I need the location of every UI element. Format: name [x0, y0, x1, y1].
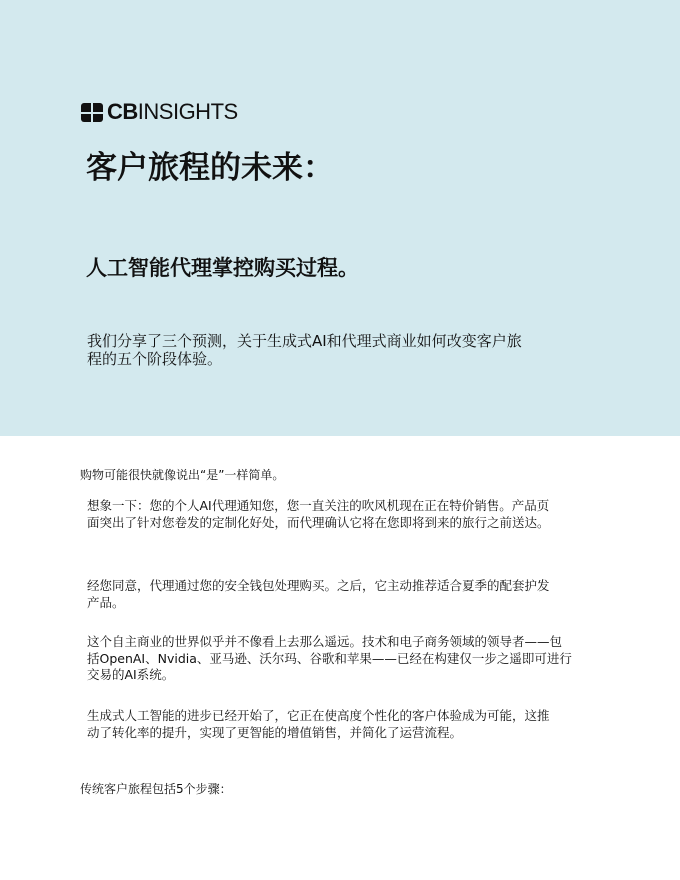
intro-line: 程的五个阶段体验。 [87, 350, 223, 368]
hero-banner [0, 0, 680, 436]
lead-sentence: 购物可能很快就像说出“是”一样简单。 [80, 468, 285, 482]
cb-logo-icon [81, 103, 103, 122]
cb-insights-logo [81, 99, 238, 124]
paragraph-line: 交易的AI系统。 [87, 667, 175, 682]
page-title: 客户旅程的未来： [86, 150, 334, 186]
logo-text-bold: CB [107, 99, 138, 124]
paragraph-line: 这个自主商业的世界似乎并不像看上去那么遥远。技术和电子商务领域的领导者——包 [87, 634, 563, 649]
paragraph-line: 生成式人工智能的进步已经开始了，它正在使高度个性化的客户体验成为可能，这推 [87, 708, 550, 723]
paragraph-4 [87, 708, 550, 741]
paragraph-line: 括OpenAI、Nvidia、亚马逊、沃尔玛、谷歌和苹果——已经在构建仅一步之遥即可进行 [87, 650, 572, 666]
intro-line: 我们分享了三个预测，关于生成式AI和代理式商业如何改变客户旅 [87, 332, 522, 350]
paragraph-line: 经您同意，代理通过您的安全钱包处理购买。之后，它主动推荐适合夏季的配套护发 [87, 578, 550, 593]
steps-intro: 传统客户旅程包括5个步骤： [80, 782, 232, 796]
paragraph-1 [87, 498, 550, 531]
paragraph-line: 动了转化率的提升，实现了更智能的增值销售，并简化了运营流程。 [87, 724, 463, 740]
paragraph-line: 想象一下：您的个人AI代理通知您，您一直关注的吹风机现在正在特价销售。产品页 [87, 498, 550, 513]
intro-text [87, 332, 522, 368]
paragraph-2 [87, 578, 550, 611]
page-subtitle: 人工智能代理掌控购买过程。 [86, 256, 359, 280]
paragraph-line: 面突出了针对您卷发的定制化好处，而代理确认它将在您即将到来的旅行之前送达。 [87, 514, 550, 530]
paragraph-line: 产品。 [87, 594, 125, 610]
paragraph-3 [87, 634, 572, 684]
logo-text-regular: INSIGHTS [137, 99, 238, 124]
logo-text [107, 99, 238, 124]
